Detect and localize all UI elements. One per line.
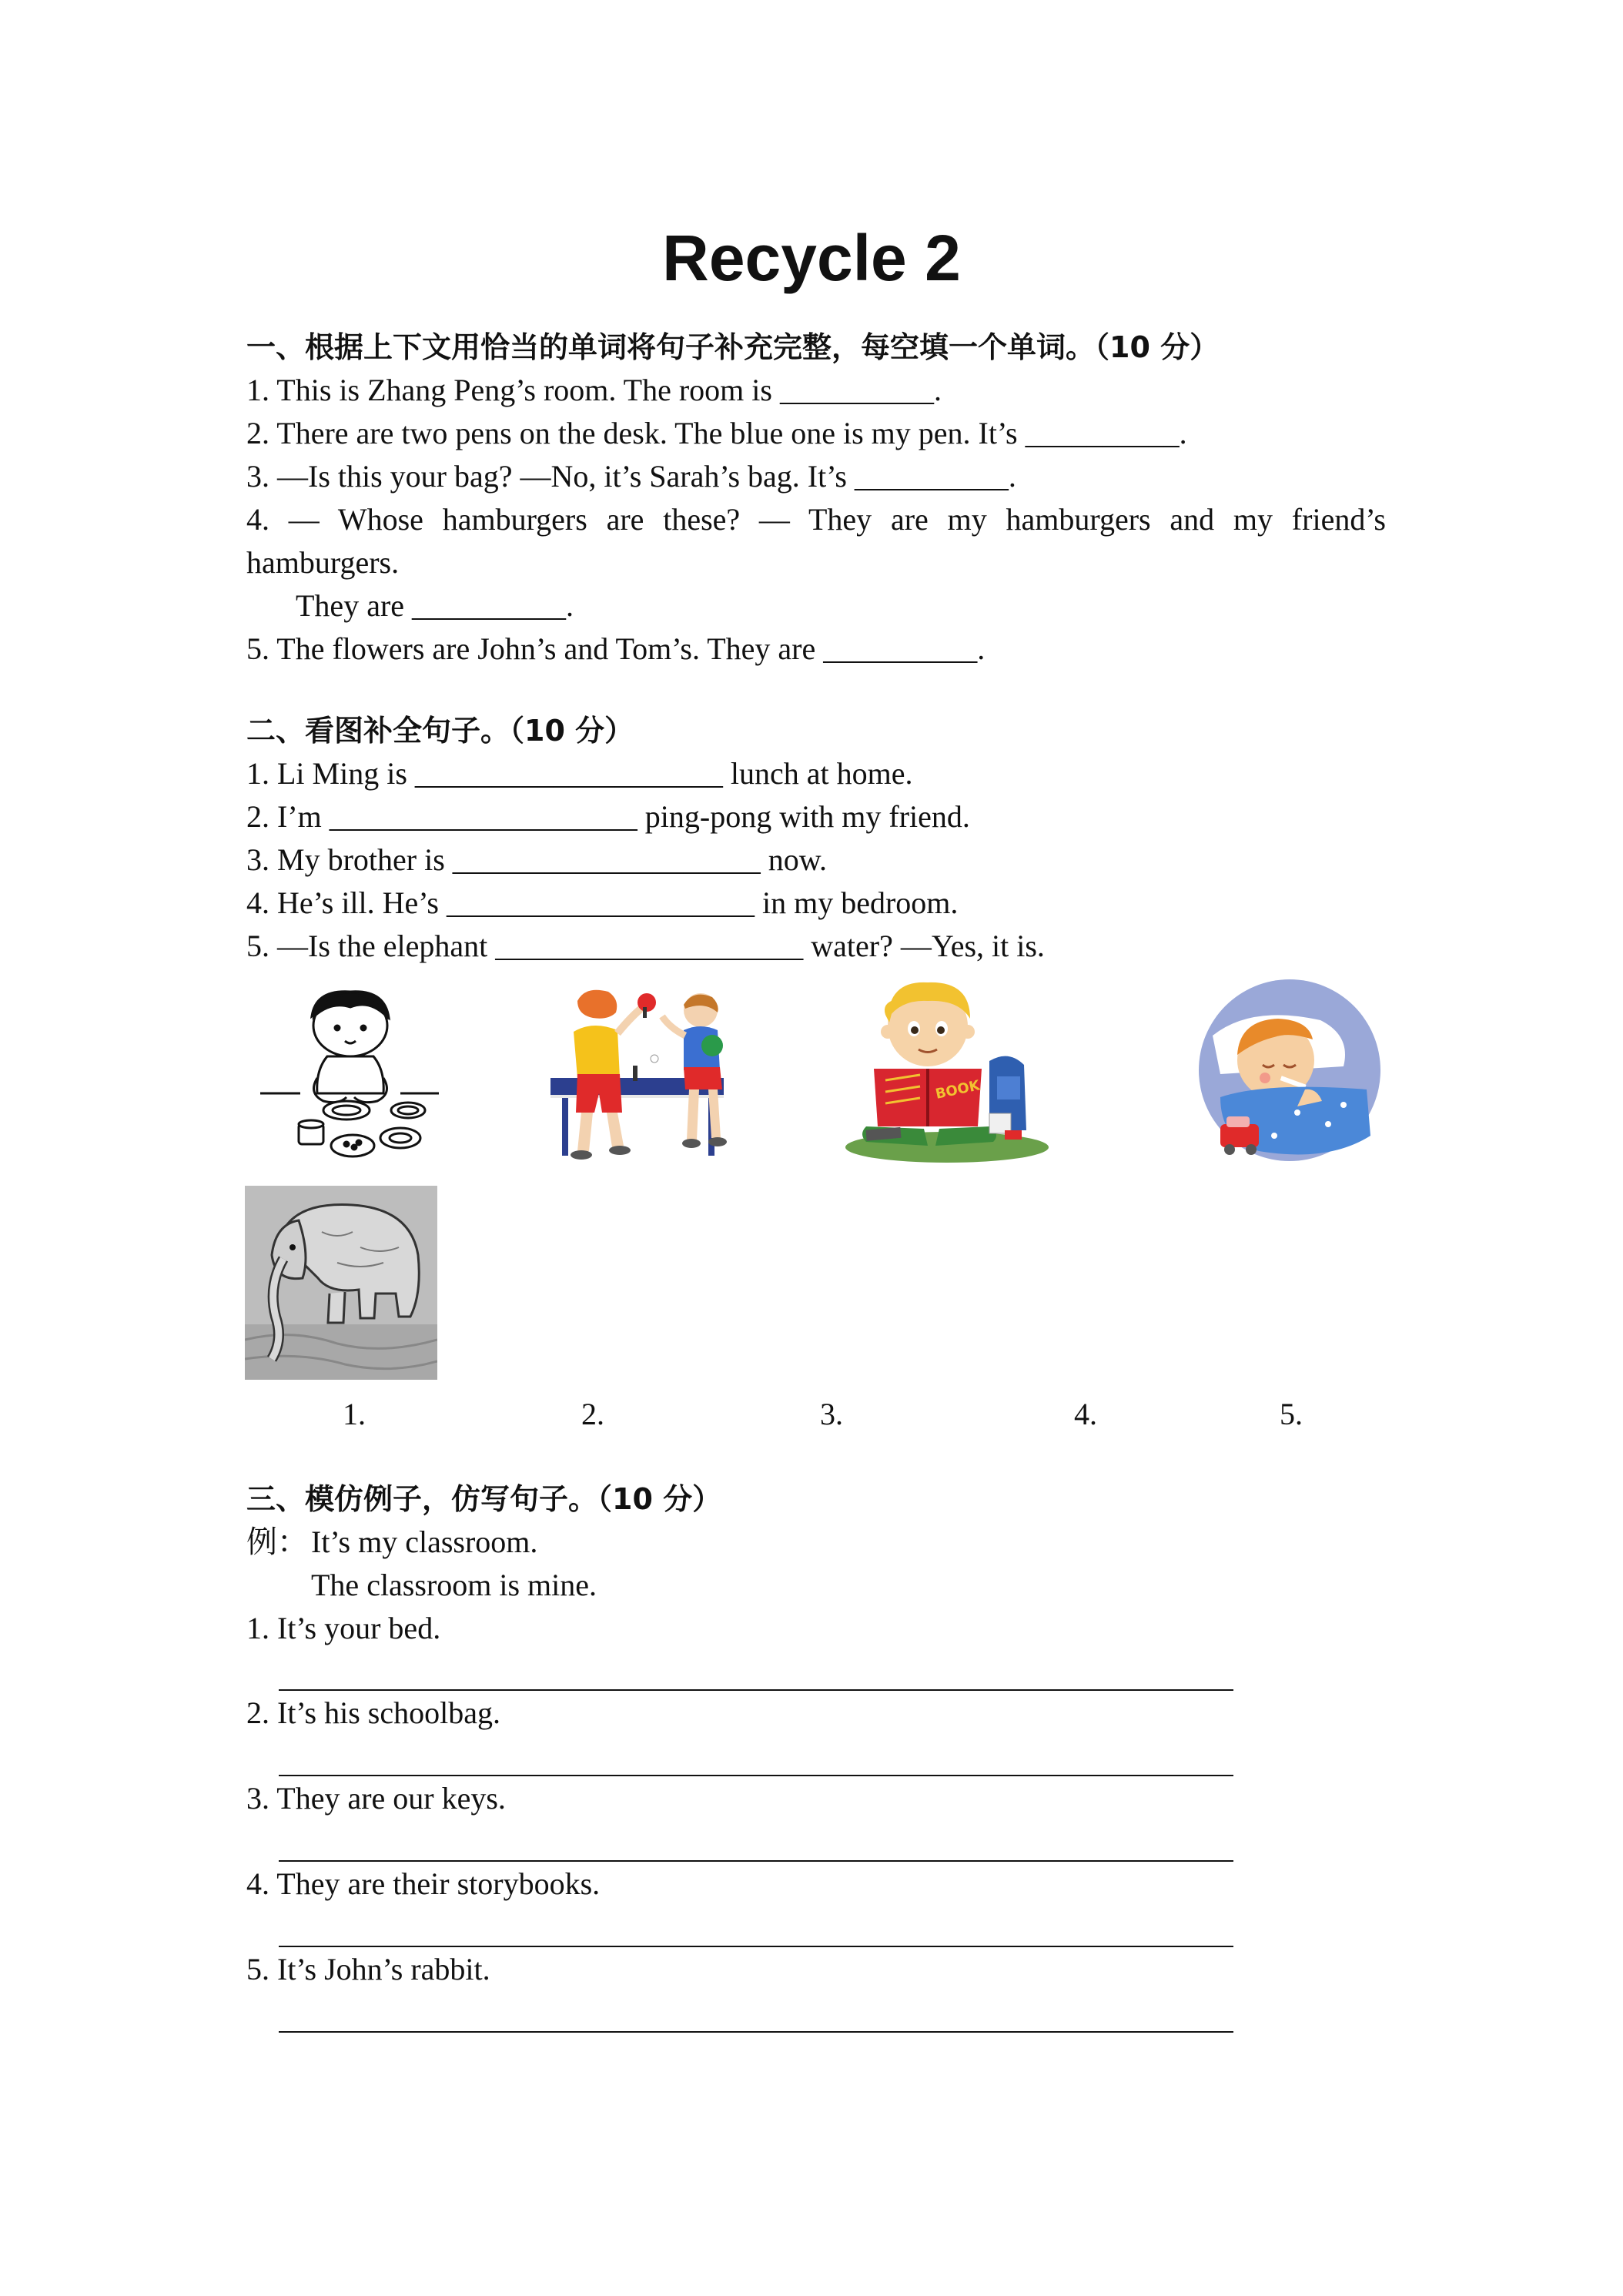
section3-item-1: 1. It’s your bed. (246, 1611, 441, 1645)
section1-heading: 一、根据上下文用恰当的单词将句子补充完整，每空填一个单词。（10 分） (246, 330, 1220, 364)
boy-reading-picture (843, 976, 1051, 1165)
section1-line-4-answer: They are __________. (296, 588, 574, 623)
picture-number-5: 5. (1280, 1397, 1303, 1431)
section2-line-2: 2. I’m ____________________ ping-pong with my friend. (246, 799, 970, 834)
example-label: 例： (246, 1525, 308, 1559)
boy-eating-lunch-picture (254, 986, 447, 1170)
example-line-1: It’s my classroom. (311, 1525, 538, 1559)
answer-line-3[interactable] (279, 1860, 1233, 1862)
picture-number-4: 4. (1074, 1397, 1097, 1431)
answer-line-4[interactable] (279, 1946, 1233, 1947)
section3-item-2: 2. It’s his schoolbag. (246, 1695, 500, 1730)
ping-pong-picture (547, 986, 755, 1170)
section3-item-3: 3. They are our keys. (246, 1781, 506, 1816)
page-title: Recycle 2 (662, 222, 961, 294)
answer-line-1[interactable] (279, 1689, 1233, 1691)
picture-number-2: 2. (581, 1397, 604, 1431)
section1-line-5: 5. The flowers are John’s and Tom’s. They are __________. (246, 631, 986, 666)
section1-line-4-cont: hamburgers. (246, 545, 400, 580)
picture-number-1: 1. (343, 1397, 366, 1431)
section2-line-5: 5. —Is the elephant ____________________ water? —Yes, it is. (246, 929, 1045, 963)
book-cover-text: BOOK (934, 1077, 982, 1103)
section2-line-4: 4. He’s ill. He’s ____________________ in my bedroom. (246, 885, 959, 920)
example-line-2: The classroom is mine. (311, 1568, 597, 1602)
picture-number-3: 3. (820, 1397, 843, 1431)
answer-line-5[interactable] (279, 2031, 1233, 2033)
section1-line-3: 3. —Is this your bag? —No, it’s Sarah’s bag. It’s __________. (246, 459, 1016, 494)
section1-line-1: 1. This is Zhang Peng’s room. The room is __________. (246, 373, 942, 407)
section2-heading: 二、看图补全句子。（10 分） (246, 714, 634, 748)
section3-item-4: 4. They are their storybooks. (246, 1866, 601, 1901)
section1-line-2: 2. There are two pens on the desk. The blue one is my pen. It’s __________. (246, 416, 1187, 450)
section3-item-5: 5. It’s John’s rabbit. (246, 1952, 490, 1986)
sick-boy-in-bed-picture (1190, 974, 1390, 1166)
answer-line-2[interactable] (279, 1775, 1233, 1776)
section1-line-4: 4. — Whose hamburgers are these? — They are my hamburgers and my friend’s (246, 502, 1386, 537)
elephant-drinking-picture (245, 1186, 437, 1380)
section2-line-3: 3. My brother is ____________________ now. (246, 842, 828, 877)
section2-line-1: 1. Li Ming is ____________________ lunch at home. (246, 756, 913, 791)
section3-heading: 三、模仿例子，仿写句子。（10 分） (246, 1482, 722, 1516)
